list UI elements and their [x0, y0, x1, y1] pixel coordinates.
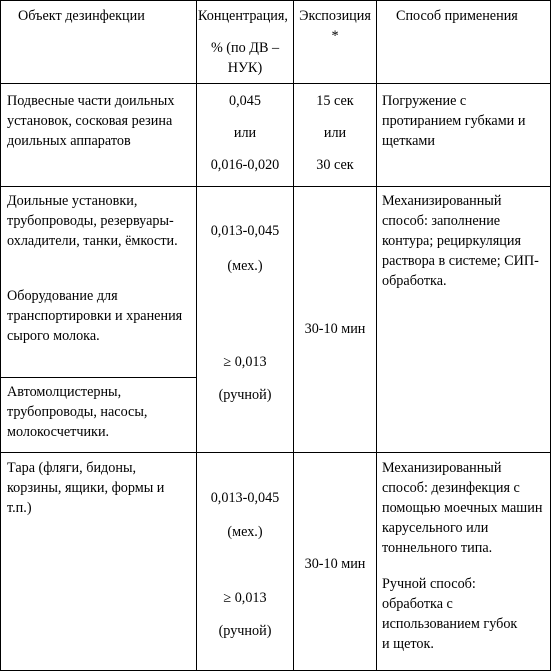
- row1-exp-2: 30 сек: [316, 157, 354, 173]
- rule-header-bottom: [0, 83, 551, 84]
- row2-conc-1-note: (мех.): [227, 258, 263, 274]
- rule-left: [0, 0, 1, 671]
- row1-exp-1: 15 сек: [316, 93, 354, 109]
- row2-object-1: Доильные установки, трубопроводы, резервуары-охладители, танки, ёмкости.: [7, 193, 178, 249]
- rule-object-split: [0, 377, 196, 378]
- header-concentration: [196, 6, 294, 78]
- row1-method: Погружение с протиранием губками и щетками: [382, 93, 526, 149]
- header-method: Способ применения: [396, 8, 518, 24]
- header-concentration-line1: Концентрация,: [198, 8, 288, 24]
- row1-object: Подвесные части доильных установок, сосковая резина доильных аппаратов: [7, 93, 175, 149]
- row1-concentration: [196, 91, 294, 175]
- rule-top: [0, 0, 551, 1]
- row2-method: Механизированный способ: заполнение контура; рециркуляция раствора в системе; СИП-обработка.: [382, 193, 539, 289]
- row3-method-1: Механизированный способ: дезинфекция с помощью моечных машин карусельного или тоннельного типа.: [382, 460, 543, 556]
- row3-conc-1: 0,013-0,045: [210, 490, 280, 506]
- row3-exposure: 30-10 мин: [304, 556, 366, 572]
- row1-exposure: [293, 91, 377, 175]
- row3-conc-2-note: (ручной): [218, 623, 272, 639]
- row2-conc-2-note: (ручной): [218, 387, 272, 403]
- row3-conc-1-note: (мех.): [227, 524, 263, 540]
- row1-exp-or: или: [323, 125, 347, 141]
- row1-conc-or: или: [233, 125, 257, 141]
- header-concentration-line2: % (по ДВ –: [210, 40, 280, 56]
- row2-object-3: Автомолцистерны, трубопроводы, насосы, молокосчетчики.: [7, 384, 148, 440]
- row1-conc-1: 0,045: [229, 93, 261, 109]
- header-object: Объект дезинфекции: [18, 8, 145, 24]
- header-exposure-line1: Экспозиция: [299, 8, 371, 24]
- row2-exposure: 30-10 мин: [304, 321, 366, 337]
- rule-row1-bottom: [0, 186, 551, 187]
- header-exposure: [293, 6, 377, 46]
- row2-conc-2: ≥ 0,013: [223, 354, 267, 370]
- row2-object-2: Оборудование для транспортировки и хранения сырого молока.: [7, 288, 183, 344]
- row3-object: Тара (фляги, бидоны, корзины, ящики, формы и т.п.): [7, 460, 165, 516]
- header-concentration-line3: НУК): [227, 60, 263, 76]
- row2-conc-1: 0,013-0,045: [210, 223, 280, 239]
- row3-method-2: Ручной способ: обработка с использованием губок и щеток.: [382, 576, 518, 652]
- row3-conc-2: ≥ 0,013: [223, 590, 267, 606]
- row1-conc-2: 0,016-0,020: [210, 157, 280, 173]
- header-exposure-line2: *: [331, 28, 339, 44]
- rule-row2-bottom: [0, 452, 551, 453]
